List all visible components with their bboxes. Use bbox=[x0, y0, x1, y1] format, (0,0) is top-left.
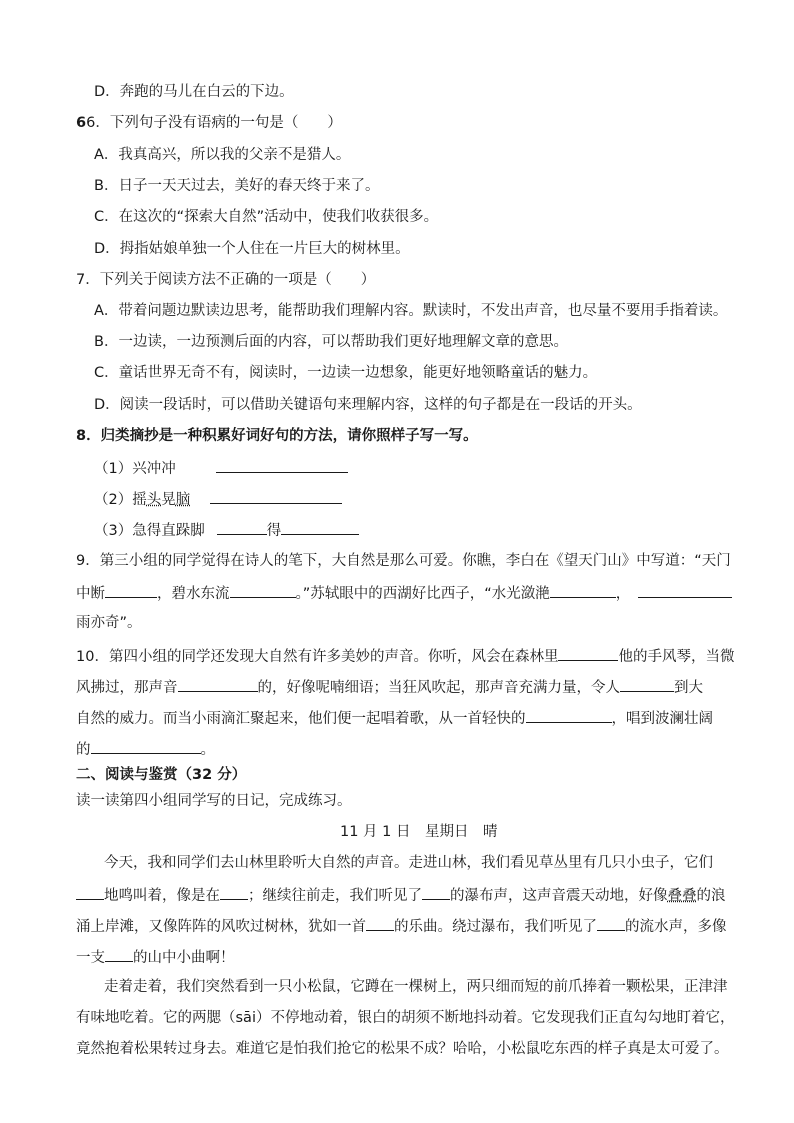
diary-text-3a: 涌上岸滩，又像阵阵的风吹过树林，犹如一首 bbox=[76, 919, 366, 935]
q10-text-2b: 的，好像呢喃细语；当狂风吹起，那声音充满力量，令人 bbox=[257, 680, 620, 696]
q9-blank-3[interactable] bbox=[550, 582, 616, 598]
diary-text-2e: 的浪 bbox=[696, 888, 726, 904]
q9-text-a: 中断 bbox=[76, 586, 105, 602]
q10-text-4a: 的 bbox=[76, 742, 91, 758]
q9-blank-4[interactable] bbox=[638, 582, 732, 598]
q6-stem bbox=[76, 113, 342, 133]
diary-p2-line-1: 走着走着，我们突然看到一只小松鼠，它蹲在一棵树上，两只细而短的前爪捧着一颗松果，正津津 bbox=[104, 979, 728, 995]
q7-option-a: A．带着问题边默读边思考，能帮助我们理解内容。默读时，不发出声音，也尽量不要用手指着读。 bbox=[94, 303, 728, 319]
diary-blank-3[interactable] bbox=[422, 884, 450, 900]
q9-text-c: 。”苏轼眼中的西湖好比西子，“水光潋滟 bbox=[295, 586, 550, 602]
diary-blank-5[interactable] bbox=[597, 915, 625, 931]
q6-option-d: D．拇指姑娘单独一个人住在一片巨大的树林里。 bbox=[94, 241, 410, 257]
q8-blank-3b[interactable] bbox=[281, 519, 359, 535]
q8-stem: 8．归类摘抄是一种积累好词好句的方法，请你照样子写一写。 bbox=[76, 428, 478, 444]
q10-blank-2[interactable] bbox=[178, 676, 258, 692]
diary-blank-6[interactable] bbox=[105, 946, 133, 962]
diary-text-2c: 的瀑布声，这声音震天动地，好像 bbox=[450, 888, 668, 904]
q6-option-a: A．我真高兴，所以我的父亲不是猎人。 bbox=[94, 147, 351, 163]
diary-text-2b: ；继续往前走，我们听见了 bbox=[248, 888, 422, 904]
diary-date: 11 月 1 日 星期日 晴 bbox=[340, 824, 498, 840]
section-2-title: 二、阅读与鉴赏（32 分） bbox=[76, 767, 247, 783]
q8-blank-1[interactable] bbox=[216, 457, 348, 473]
q9-blank-1[interactable] bbox=[105, 582, 157, 598]
q10-line-3 bbox=[76, 707, 713, 729]
q8-item-2-text-d: 脑 bbox=[175, 492, 191, 508]
q10-text-3b: ，唱到波澜壮阔 bbox=[611, 711, 713, 727]
q9-line-1: 9．第三小组的同学觉得在诗人的笔下，大自然是那么可爱。你瞧，李白在《望天门山》中写道：“天门 bbox=[76, 553, 731, 569]
q10-line-4 bbox=[76, 738, 215, 760]
q10-line-2 bbox=[76, 676, 703, 698]
q8-item-2-text-a: （2）摇 bbox=[94, 492, 147, 508]
q10-text-4b: 。 bbox=[200, 742, 215, 758]
q8-item-3-text: （3）急得直跺脚 bbox=[94, 523, 205, 539]
q8-item-1-text: （1）兴冲冲 bbox=[94, 461, 176, 477]
q9-blank-2[interactable] bbox=[230, 582, 296, 598]
diary-p2-line-2: 有味地吃着。它的两腮（sāi）不停地动着，银白的胡须不断地抖动着。它发现我们正直勾勾地盯着它， bbox=[76, 1010, 735, 1026]
q10-line-1 bbox=[76, 645, 734, 667]
q8-blank-3a[interactable] bbox=[217, 519, 267, 535]
q9-text-d: ， bbox=[615, 586, 631, 602]
diary-p1-line-2 bbox=[76, 884, 726, 906]
q6-option-b: B．日子一天天过去，美好的春天终于来了。 bbox=[94, 178, 380, 194]
diary-p1-line-1: 今天，我和同学们去山林里聆听大自然的声音。走进山林，我们看见草丛里有几只小虫子，它们 bbox=[104, 855, 713, 871]
diary-text-3b: 的乐曲。绕过瀑布，我们听见了 bbox=[394, 919, 597, 935]
q9-text-b: ，碧水东流 bbox=[157, 586, 230, 602]
q10-text-2c: 到大 bbox=[674, 680, 703, 696]
section-2-intro: 读一读第四小组同学写的日记，完成练习。 bbox=[76, 793, 352, 809]
diary-text-4a: 一支 bbox=[76, 950, 105, 966]
q8-blank-2[interactable] bbox=[210, 488, 342, 504]
q7-option-c: C．童话世界无奇不有，阅读时，一边读一边想象，能更好地领略童话的魅力。 bbox=[94, 365, 598, 381]
q10-blank-5[interactable] bbox=[91, 738, 201, 754]
q8-item-2-text-b: 头 bbox=[146, 492, 162, 508]
diary-blank-1[interactable] bbox=[76, 884, 104, 900]
q5-option-d: D．奔跑的马儿在白云的下边。 bbox=[94, 84, 294, 100]
q6-number: 6 bbox=[76, 115, 87, 131]
diary-text-4b: 的山中小曲啊！ bbox=[133, 950, 235, 966]
q6-stem-text: 6．下列句子没有语病的一句是（ ） bbox=[86, 115, 342, 131]
diary-text-2a: 地鸣叫着，像是在 bbox=[104, 888, 220, 904]
q10-blank-3[interactable] bbox=[620, 676, 674, 692]
diary-text-3c: 的流水声，多像 bbox=[625, 919, 727, 935]
diary-blank-2[interactable] bbox=[220, 884, 248, 900]
q8-item-1 bbox=[94, 457, 348, 479]
q9-line-2 bbox=[76, 582, 732, 604]
q10-text-3a: 自然的威力。而当小雨滴汇聚起来，他们便一起唱着歌，从一首轻快的 bbox=[76, 711, 526, 727]
q6-option-c: C．在这次的“探索大自然”活动中，使我们收获很多。 bbox=[94, 209, 439, 225]
diary-p1-line-4 bbox=[76, 946, 235, 968]
q7-stem: 7．下列关于阅读方法不正确的一项是（ ） bbox=[76, 272, 376, 288]
diary-blank-4[interactable] bbox=[366, 915, 394, 931]
q8-item-2 bbox=[94, 488, 342, 510]
q10-blank-1[interactable] bbox=[558, 645, 618, 661]
q10-text-2a: 风拂过，那声音 bbox=[76, 680, 178, 696]
q10-text-1b: 他的手风琴，当微 bbox=[618, 649, 735, 665]
q7-option-b: B．一边读，一边预测后面的内容，可以帮助我们更好地理解文章的意思。 bbox=[94, 334, 568, 350]
diary-p2-line-3: 竟然抱着松果转过身去。难道它是怕我们抢它的松果不成？哈哈，小松鼠吃东西的样子真是太可爱了。 bbox=[76, 1041, 729, 1057]
q7-option-d: D．阅读一段话时，可以借助关键语句来理解内容，这样的句子都是在一段话的开头。 bbox=[94, 397, 642, 413]
q8-item-3 bbox=[94, 519, 359, 541]
q9-line-3: 雨亦奇”。 bbox=[76, 615, 142, 631]
q10-text-1a: 10．第四小组的同学还发现大自然有许多美妙的声音。你听，风会在森林里 bbox=[76, 649, 559, 665]
diary-text-2d: 叠叠 bbox=[667, 888, 697, 904]
q8-item-3-de: 得 bbox=[266, 523, 282, 539]
diary-p1-line-3 bbox=[76, 915, 727, 937]
q8-item-2-text-c: 晃 bbox=[161, 492, 176, 508]
q10-blank-4[interactable] bbox=[526, 707, 612, 723]
